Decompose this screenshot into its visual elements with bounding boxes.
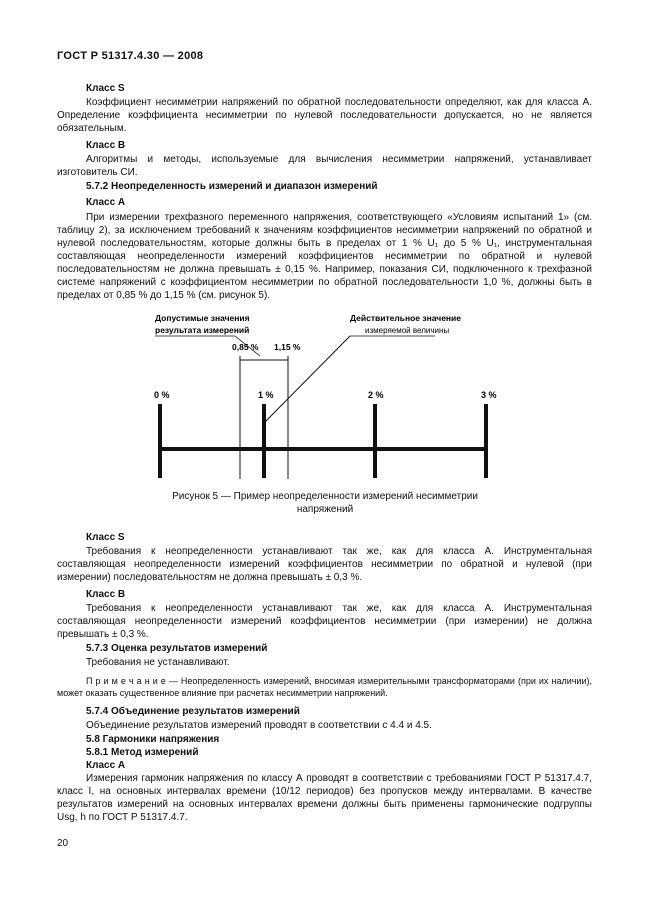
document-header: ГОСТ Р 51317.4.30 — 2008 — [57, 50, 204, 62]
tick-0-label: 0 % — [154, 390, 170, 400]
value-high-label: 1,15 % — [274, 342, 301, 352]
section-5-8-1-heading: 5.8.1 Метод измерений — [86, 747, 199, 758]
section-5-7-3-text: Требования не устанавливают. — [86, 657, 230, 668]
class-a-heading-2: Класс А — [86, 760, 126, 771]
page-number: 20 — [57, 838, 69, 849]
class-b-heading-2: Класс В — [86, 589, 126, 600]
class-s-text: Коэффициент несимметрии напряжений по обратной последовательности определяют, как для класса А. Определение коэффициента несимметрии по нулевой последовательности допускается, но не является обязательным. — [57, 97, 592, 134]
section-5-7-4-text: Объединение результатов измерений проводят в соответствии с 4.4 и 4.5. — [86, 720, 432, 731]
class-a-text-2: Измерения гармоник напряжения по классу А проводят в соответствии с требованиями ГОСТ Р 51317.4.7, класс I, на основных интервалах времени (10/12 периодов) без пропусков между интервалами. В качестве результатов измерений на основных интервалах времени должны быть применены гармонические подгруппы Usg, h по ГОСТ Р 51317.4.7. — [57, 773, 592, 823]
class-s-paragraph — [57, 96, 592, 135]
figure-5-diagram — [140, 306, 520, 486]
class-b-paragraph-2 — [57, 602, 592, 641]
class-s-text-2: Требования к неопределенности устанавливают так же, как для класса А. Инструментальная составляющая неопределенности измерений коэффициентов несимметрии по обратной и нулевой (при измерении) последовательностям не должна превышать ± 0,3 %. — [57, 546, 592, 583]
section-5-7-4-heading: 5.7.4 Объединение результатов измерений — [86, 706, 300, 717]
note-label: П р и м е ч а н и е — — [86, 676, 178, 686]
tick-3-label: 3 % — [481, 390, 497, 400]
note-text: Неопределенность измерений, вносимая измерительными трансформаторами (при их наличии), может оказать существенное влияние при расчетах несимметрии напряжений. — [57, 676, 592, 698]
class-b-text: Алгоритмы и методы, используемые для вычисления несимметрии напряжений, устанавливает изготовитель СИ. — [57, 154, 592, 178]
class-s-paragraph-2 — [57, 545, 592, 584]
section-5-8-heading: 5.8 Гармоники напряжения — [86, 734, 220, 745]
class-a-paragraph-2 — [57, 772, 592, 824]
value-low-label: 0,85 % — [232, 342, 259, 352]
class-a-heading: Класс А — [86, 197, 126, 208]
note-paragraph — [57, 675, 592, 699]
section-5-7-2-heading: 5.7.2 Неопределенность измерений и диапазон измерений — [86, 181, 378, 192]
figure-5-caption: Рисунок 5 — Пример неопределенности измерений несимметрии напряжений — [172, 491, 478, 515]
class-b-text-2: Требования к неопределенности устанавливают так же, как для класса А. Инструментальная составляющая неопределенности измерений коэффициентов несимметрии (при измерении) не должна превышать ± 0,3 %. — [57, 603, 592, 640]
label-allowed-line2: результата измерений — [155, 325, 250, 335]
class-a-paragraph — [57, 211, 592, 302]
label-allowed-line1: Допустимые значения — [155, 313, 250, 323]
class-b-paragraph — [57, 153, 592, 179]
section-5-7-3-heading: 5.7.3 Оценка результатов измерений — [86, 643, 268, 654]
tick-2-label: 2 % — [368, 390, 384, 400]
label-actual-line1: Действительное значение — [350, 313, 462, 323]
class-s-heading: Класс S — [86, 83, 125, 94]
label-actual-line2: измеряемой величины — [365, 326, 450, 335]
class-b-heading: Класс В — [86, 140, 126, 151]
tick-1-label: 1 % — [258, 390, 274, 400]
class-a-text: При измерении трехфазного переменного напряжения, соответствующего «Условиям испытаний 1» (см. таблицу 2), за исключением требований к значениям коэффициентов несимметрии напряжений по обратной и нулевой последовательностям, которые должны быть в пределах от 1 % U₁ до 5 % U₁, инструментальная составляющая неопределенности измерений коэффициентов несимметрии по обратной и нулевой последовательностям не должна превышать ± 0,15 %. Например, показания СИ, подключенного к трехфазной системе напряжений с коэффициентом несимметрии по обратной последовательности 1,0 %, должны быть в пределах от 0,85 % до 1,15 % (см. рисунок 5). — [57, 212, 592, 301]
class-s-heading-2: Класс S — [86, 532, 125, 543]
